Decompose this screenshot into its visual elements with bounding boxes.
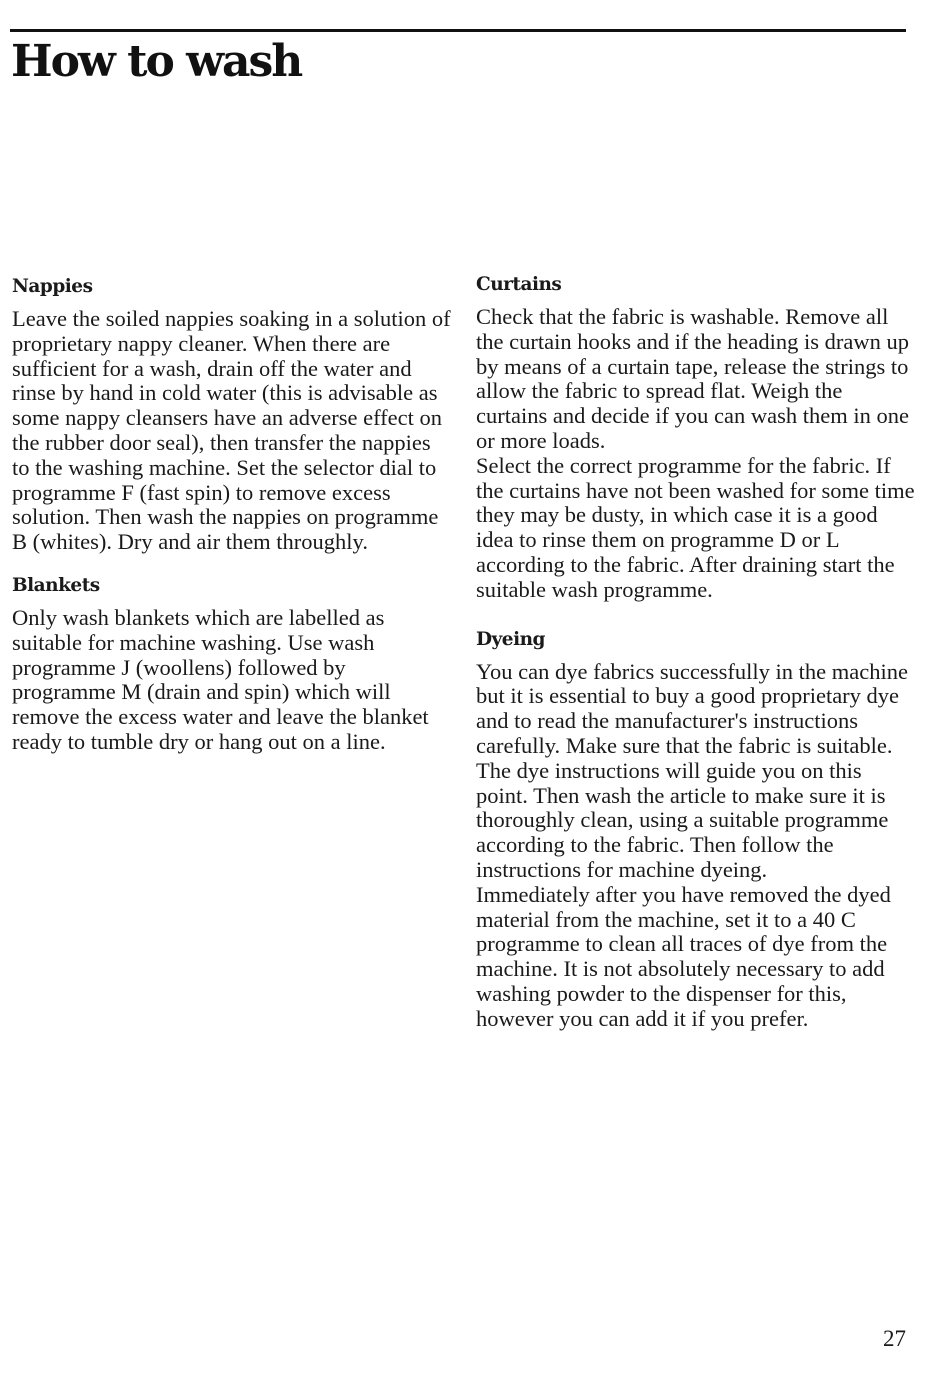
section-dyeing xyxy=(476,625,916,1032)
curtains-body-1: Check that the fabric is washable. Remove all the curtain hooks and if the heading is drawn up by means of a curtain tape, release the strings to allow the fabric to spread flat. Weigh the curtains and decide if you can wash them in one or more loads. xyxy=(476,304,910,453)
nappies-body: Leave the soiled nappies soaking in a solution of proprietary nappy cleaner. When there are sufficient for a wash, drain off the water and rinse by hand in cold water (this is advisable as some nappy cleansers have an adverse effect on the rubber door seal), then transfer the nappies to the washing machine. Set the selector dial to programme F (fast spin) to remove excess solution. Then wash the nappies on programme B (whites). Dry and air them throughly. xyxy=(12,306,451,555)
blankets-body: Only wash blankets which are labelled as suitable for machine washing. Use wash programme J (woollens) followed by programme M (drain and spin) which will remove the excess water and leave the blanket ready to tumble dry or hang out on a line. xyxy=(12,604,429,754)
blankets-heading: Blankets xyxy=(12,574,100,596)
page-title: How to wash xyxy=(11,36,302,87)
nappies-heading: Nappies xyxy=(12,276,93,297)
dyeing-heading: Dyeing xyxy=(476,628,545,650)
page-number: 27 xyxy=(883,1326,906,1351)
section-curtains xyxy=(476,270,916,603)
dyeing-body-2: Immediately after you have removed the dyed material from the machine, set it to a 40 C programme to clean all traces of dye from the machine. It is not absolutely necessary to add washing powder to the dispenser for this, however you can add it if you prefer. xyxy=(476,881,891,1031)
right-column xyxy=(476,270,916,1054)
curtains-body-2: Select the correct programme for the fabric. If the curtains have not been washed for some time they may be dusty, in which case it is a good idea to rinse them on programme D or L according to the fabric. After draining start the suitable wash programme. xyxy=(476,452,915,602)
section-blankets xyxy=(12,571,452,755)
curtains-heading: Curtains xyxy=(476,274,562,295)
dyeing-body-1: You can dye fabrics successfully in the machine but it is essential to buy a good proprietary dye and to read the manufacturer's instructions carefully. Make sure that the fabric is suitable. The dye instructions will guide you on this point. Then wash the article to make sure it is thoroughly clean, using a suitable programme according to the fabric. Then follow the instructions for machine dyeing. xyxy=(476,658,908,882)
top-rule xyxy=(10,29,906,32)
section-nappies xyxy=(12,272,452,555)
left-column xyxy=(12,272,452,771)
